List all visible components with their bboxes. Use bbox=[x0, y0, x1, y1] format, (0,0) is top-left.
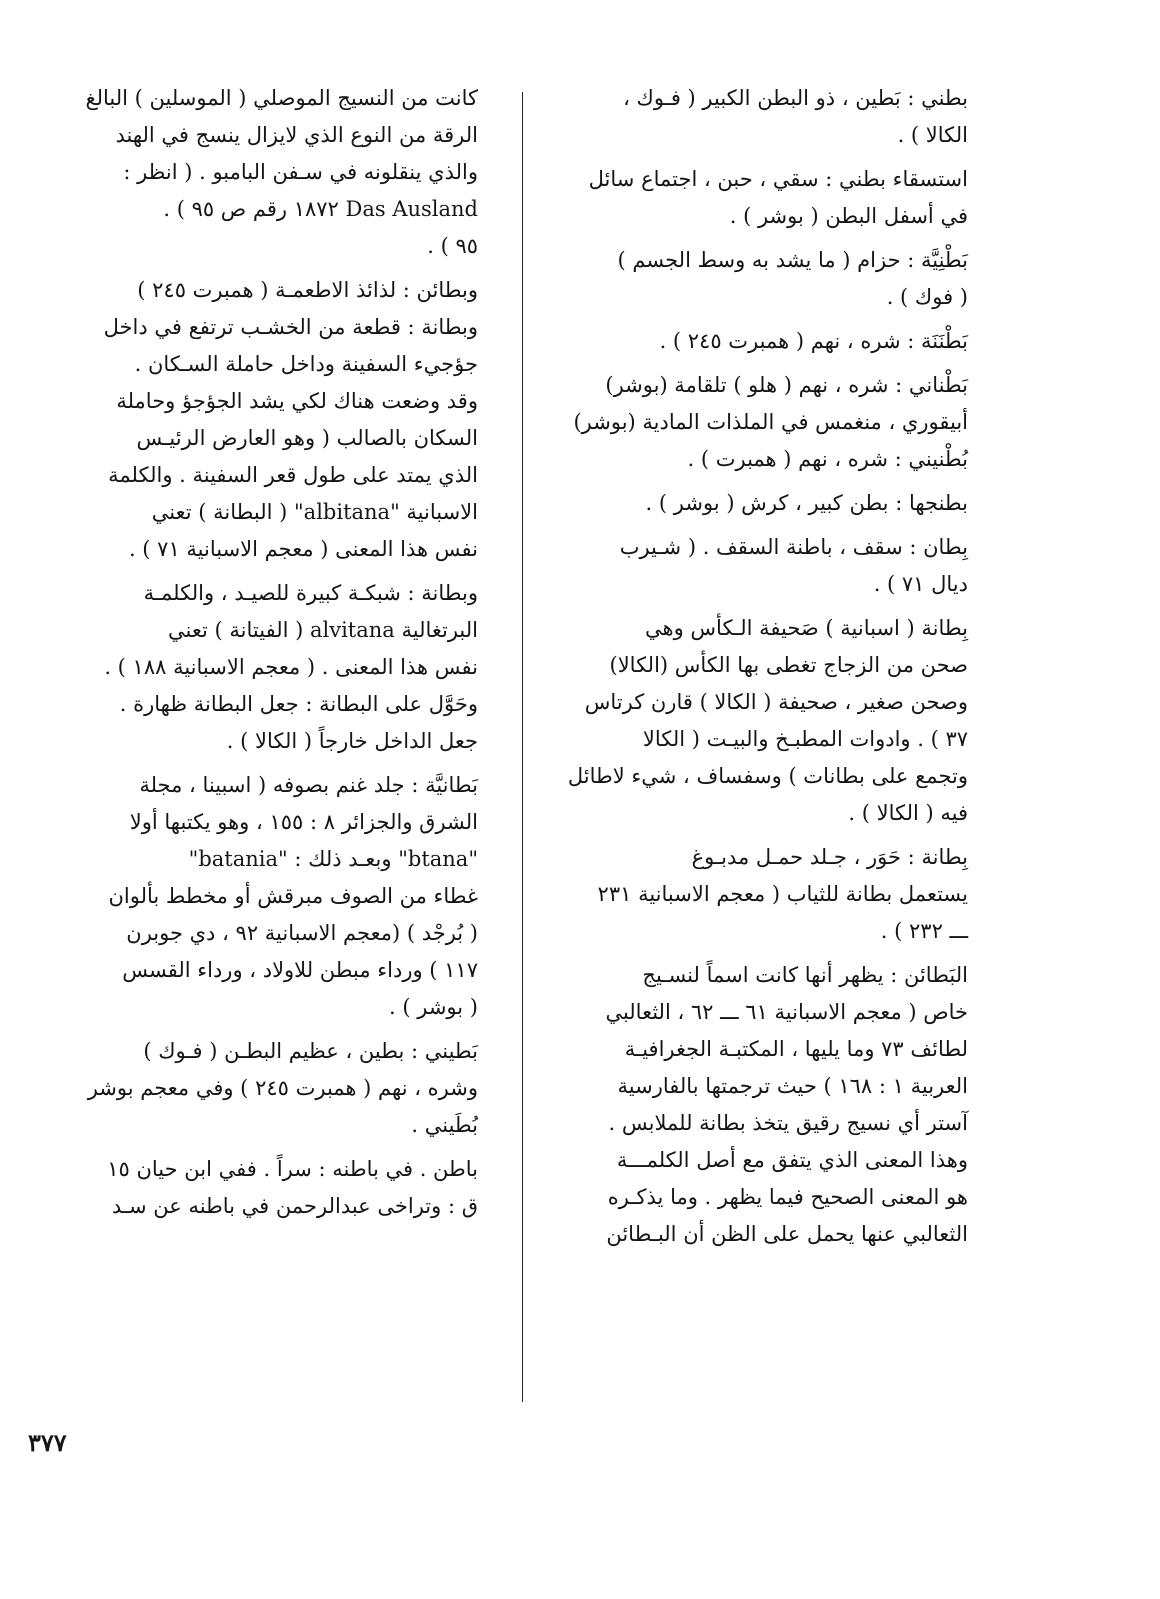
column-divider bbox=[522, 92, 523, 1402]
entry-line: والذي ينقلونه في سـفن البامبو . ( انظر : bbox=[123, 160, 478, 184]
entry-line: بُطَيني . bbox=[411, 1113, 478, 1137]
dictionary-entry bbox=[58, 80, 478, 265]
entry-line: هو المعنى الصحيح فيما يظهر . وما يذكـره bbox=[607, 1185, 968, 1209]
entry-line: Das Ausland ١٨٧٢ رقم ص ٩٥ ) . bbox=[163, 197, 478, 221]
entry-line: غطاء من الصوف مبرقش أو مخطط بألوان bbox=[108, 884, 478, 908]
entry-line: الشرق والجزائر ٨ : ١٥٥ ، وهو يكتبها أولا bbox=[129, 810, 478, 834]
entry-line: وقد وضعت هناك لكي يشد الجؤجؤ وحاملة bbox=[116, 389, 478, 413]
entry-line: وبطانة : شبكـة كبيرة للصيـد ، والكلمـة bbox=[143, 581, 478, 605]
page-number: ٣٧٧ bbox=[28, 1428, 67, 1457]
entry-line: بطنجها : بطن كبير ، كرش ( بوشر ) . bbox=[645, 491, 968, 515]
dictionary-entry bbox=[560, 610, 968, 832]
entry-line: جعل الداخل خارجاً ( الكالا ) . bbox=[226, 729, 478, 753]
entry-line: ٣٧ ) . وادوات المطبـخ والبيـت ( الكالا bbox=[642, 727, 968, 751]
dictionary-entry bbox=[58, 1033, 478, 1144]
entry-line: كانت من النسيج الموصلي ( الموسلين ) البالغ bbox=[85, 86, 478, 110]
entry-line: باطن . في باطنه : سراً . ففي ابن حيان ١٥ bbox=[107, 1157, 478, 1181]
entry-line: الاسبانية "albitana" ( البطانة ) تعني bbox=[151, 500, 478, 524]
entry-line: في أسفل البطن ( بوشر ) . bbox=[729, 204, 968, 228]
dictionary-entry bbox=[560, 839, 968, 950]
dictionary-entry bbox=[560, 367, 968, 478]
entry-line: بِطانة ( اسبانية ) صَحيفة الـكأس وهي bbox=[645, 616, 968, 640]
entry-line: ( بُرجْد ) (معجم الاسبانية ٩٢ ، دي جوبرن bbox=[126, 921, 478, 945]
entry-line: ـــ ٢٣٢ ) . bbox=[880, 919, 968, 943]
dictionary-entry bbox=[560, 242, 968, 316]
dictionary-entry bbox=[560, 161, 968, 235]
entry-line: استسقاء بطني : سقي ، حبن ، اجتماع سائل bbox=[588, 167, 968, 191]
entry-line: بطني : بَطين ، ذو البطن الكبير ( فـوك ، bbox=[623, 86, 968, 110]
left-column bbox=[58, 80, 478, 1232]
entry-line: جؤجيء السفينة وداخل حاملة السـكان . bbox=[134, 352, 478, 376]
entry-line: بَطيني : بطين ، عظيم البطـن ( فـوك ) bbox=[143, 1039, 478, 1063]
entry-line: السكان بالصالب ( وهو العارض الرئيـس bbox=[136, 426, 478, 450]
entry-line: ٩٥ ) . bbox=[427, 234, 478, 258]
dictionary-entry bbox=[58, 575, 478, 760]
entry-line: ديال ٧١ ) . bbox=[873, 572, 968, 596]
entry-line: نفس هذا المعنى ( معجم الاسبانية ٧١ ) . bbox=[128, 537, 478, 561]
entry-line: بَطْناني : شره ، نهم ( هلو ) تلقامة (بوشر) bbox=[605, 373, 968, 397]
entry-line: وشره ، نهم ( همبرت ٢٤٥ ) وفي معجم بوشر bbox=[87, 1076, 478, 1100]
entry-line: وحَوَّل على البطانة : جعل البطانة ظهارة . bbox=[119, 692, 478, 716]
entry-line: ( بوشر ) . bbox=[389, 995, 478, 1019]
entry-line: لطائف ٧٣ وما يليها ، المكتبـة الجغرافيـة bbox=[624, 1037, 968, 1061]
entry-line: العربية ١ : ١٦٨ ) حيث ترجمتها بالفارسية bbox=[617, 1074, 968, 1098]
dictionary-entry bbox=[560, 529, 968, 603]
dictionary-entry bbox=[58, 1151, 478, 1225]
entry-line: بُطْنيني : شره ، نهم ( همبرت ) . bbox=[687, 447, 968, 471]
entry-line: ق : وتراخى عبدالرحمن في باطنه عن سـد bbox=[111, 1194, 478, 1218]
entry-line: الرقة من النوع الذي لايزال ينسج في الهند bbox=[115, 123, 478, 147]
dictionary-entry bbox=[560, 323, 968, 360]
entry-line: يستعمل بطانة للثياب ( معجم الاسبانية ٢٣١ bbox=[597, 882, 968, 906]
dictionary-entry bbox=[560, 80, 968, 154]
entry-line: ١١٧ ) ورداء مبطن للاولاد ، ورداء القسس bbox=[122, 958, 478, 982]
entry-line: بَطْنِيَّة : حزام ( ما يشد به وسط الجسم ) bbox=[617, 248, 968, 272]
entry-line: فيه ( الكالا ) . bbox=[848, 801, 968, 825]
entry-line: آستر أي نسيج رقيق يتخذ بطانة للملابس . bbox=[608, 1111, 968, 1135]
entry-line: وهذا المعنى الذي يتفق مع أصل الكلمـــة bbox=[616, 1148, 968, 1172]
entry-line: الذي يمتد على طول قعر السفينة . والكلمة bbox=[108, 463, 478, 487]
entry-line: ( فوك ) . bbox=[886, 285, 968, 309]
dictionary-entry bbox=[560, 957, 968, 1253]
entry-line: وبطانة : قطعة من الخشـب ترتفع في داخل bbox=[103, 315, 478, 339]
entry-line: وتجمع على بطانات ) وسفساف ، شيء لاطائل bbox=[567, 764, 968, 788]
entry-line: بَطْنَنَة : شره ، نهم ( همبرت ٢٤٥ ) . bbox=[659, 329, 968, 353]
right-column bbox=[560, 80, 968, 1260]
dictionary-entry bbox=[58, 272, 478, 568]
entry-line: نفس هذا المعنى . ( معجم الاسبانية ١٨٨ ) . bbox=[104, 655, 478, 679]
dictionary-entry bbox=[560, 485, 968, 522]
entry-line: الكالا ) . bbox=[897, 123, 968, 147]
entry-line: الثعالبي عنها يحمل على الظن أن البـطائن bbox=[606, 1222, 968, 1246]
entry-line: بِطان : سقف ، باطنة السقف . ( شـيرب bbox=[619, 535, 968, 559]
entry-line: بِطانة : حَوَر ، جـلد حمـل مدبـوغ bbox=[691, 845, 968, 869]
entry-line: البرتغالية alvitana ( الفيتانة ) تعني bbox=[168, 618, 478, 642]
entry-line: "btana" وبعـد ذلك : "batania" bbox=[188, 847, 478, 871]
entry-line: صحن من الزجاج تغطى بها الكأس (الكالا) bbox=[609, 653, 968, 677]
entry-line: وبطائن : لذائذ الاطعمـة ( همبرت ٢٤٥ ) bbox=[137, 278, 478, 302]
entry-line: أبيقوري ، منغمس في الملذات المادية (بوشر) bbox=[573, 410, 968, 434]
entry-line: خاص ( معجم الاسبانية ٦١ ـــ ٦٢ ، الثعالبي bbox=[605, 1000, 968, 1024]
entry-line: البَطائن : يظهر أنها كانت اسماً لنسـيج bbox=[642, 963, 968, 987]
entry-line: وصحن صغير ، صحيفة ( الكالا ) قارن كرتاس bbox=[584, 690, 968, 714]
entry-line: بَطانيَّة : جلد غنم بصوفه ( اسبينا ، مجلة bbox=[139, 773, 478, 797]
dictionary-entry bbox=[58, 767, 478, 1026]
